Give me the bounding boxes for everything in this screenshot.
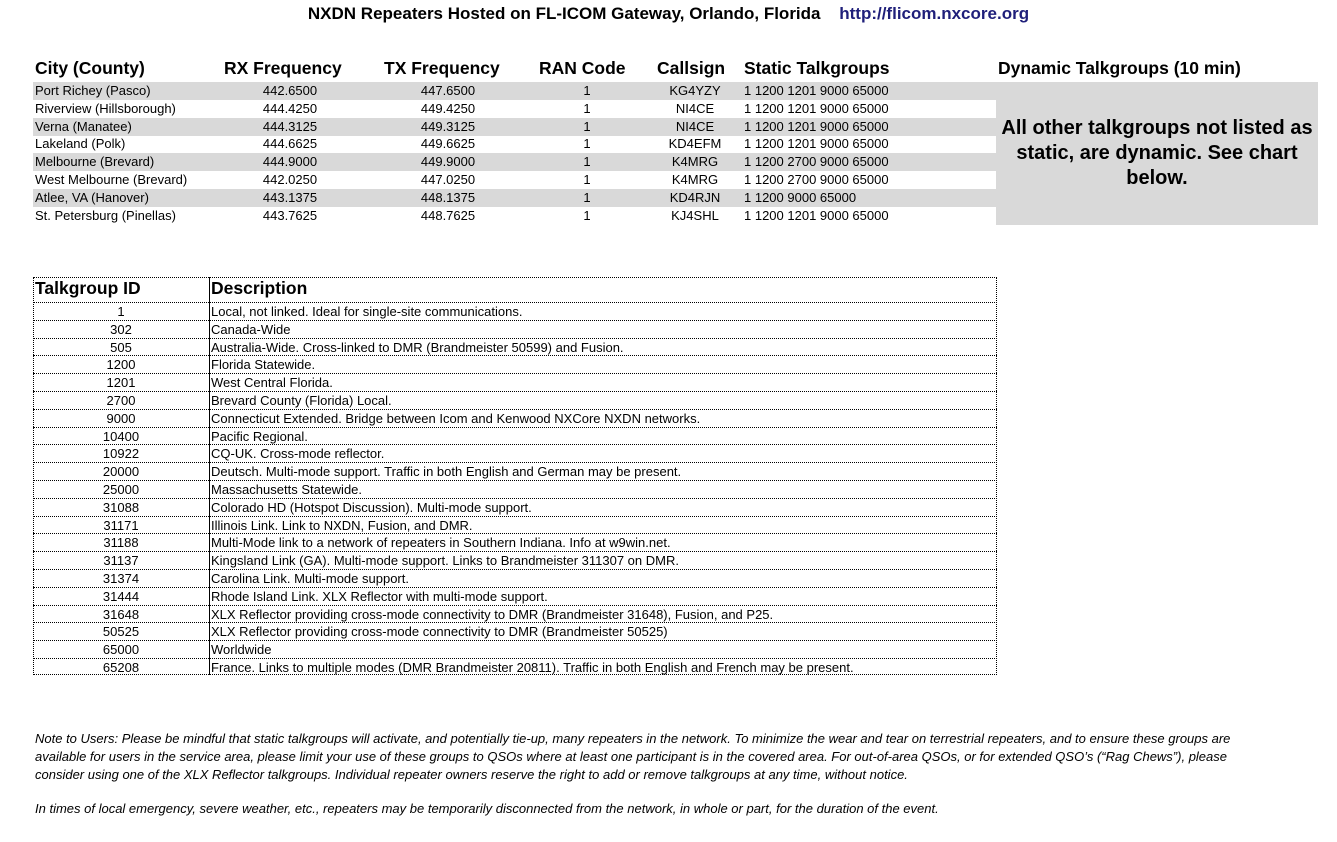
cell-tg-desc: West Central Florida. (211, 375, 333, 391)
note-emergency: In times of local emergency, severe weather, etc., repeaters may be temporarily disconnected from the network, in whole or part, for the duration of the event. (35, 801, 939, 816)
cell-tg-desc: Illinois Link. Link to NXDN, Fusion, and DMR. (211, 517, 473, 533)
cell-rx: 443.7625 (262, 207, 318, 223)
dynamic-note: All other talkgroups not listed as static, are dynamic. See chart below. (1001, 117, 1313, 189)
cell-callsign: NI4CE (675, 100, 715, 116)
cell-ran: 1 (583, 136, 591, 152)
title-link[interactable]: http://flicom.nxcore.org (839, 4, 1030, 23)
talkgroup-row (33, 551, 997, 569)
header-rx: RX Frequency (224, 58, 342, 78)
cell-tg-desc: Rhode Island Link. XLX Reflector with multi-mode support. (211, 588, 548, 604)
cell-callsign: KG4YZY (669, 83, 721, 98)
talkgroup-row (33, 355, 997, 373)
header-ran: RAN Code (539, 58, 626, 78)
cell-callsign: KD4RJN (669, 189, 721, 205)
cell-rx: 442.6500 (262, 83, 318, 98)
cell-city: Port Richey (Pasco) (35, 83, 151, 98)
talkgroup-row (33, 622, 997, 640)
cell-static: 1 1200 1201 9000 65000 (744, 83, 889, 98)
cell-tg-id: 10922 (102, 446, 140, 462)
cell-tg-desc: Florida Statewide. (211, 357, 316, 373)
talkgroup-row (33, 569, 997, 587)
cell-tg-desc: XLX Reflector providing cross-mode connectivity to DMR (Brandmeister 50525) (211, 624, 668, 640)
talkgroup-row (33, 533, 997, 551)
repeater-row (33, 135, 996, 153)
talkgroup-row (33, 302, 997, 320)
repeater-row (33, 82, 996, 100)
repeater-row (33, 189, 996, 207)
cell-tx: 448.1375 (420, 189, 476, 205)
header-tg-id: Talkgroup ID (35, 278, 141, 298)
cell-tg-desc: Massachusetts Statewide. (211, 482, 363, 497)
cell-rx: 442.0250 (262, 172, 318, 187)
cell-tg-id: 9000 (106, 410, 136, 426)
cell-ran: 1 (583, 154, 591, 170)
cell-city: Melbourne (Brevard) (35, 154, 155, 170)
cell-tx: 447.0250 (420, 172, 476, 187)
cell-static: 1 1200 1201 9000 65000 (744, 118, 889, 134)
cell-tg-id: 2700 (106, 393, 136, 408)
cell-static: 1 1200 2700 9000 65000 (744, 172, 889, 187)
cell-tg-desc: Local, not linked. Ideal for single-site communications. (211, 304, 523, 319)
header-static: Static Talkgroups (744, 58, 890, 78)
cell-tg-id: 31171 (103, 517, 139, 533)
cell-static: 1 1200 1201 9000 65000 (744, 100, 889, 116)
cell-ran: 1 (583, 172, 591, 187)
talkgroup-row (33, 480, 997, 498)
cell-callsign: KJ4SHL (671, 207, 719, 223)
cell-tg-id: 1 (117, 304, 125, 319)
cell-tg-id: 10400 (102, 428, 140, 444)
cell-tg-id: 65000 (102, 642, 140, 658)
talkgroup-row (33, 444, 997, 462)
talkgroup-row (33, 658, 997, 676)
cell-rx: 444.9000 (262, 154, 318, 170)
note-to-users: Note to Users: Please be mindful that static talkgroups will activate, and potentially tie-up, many repeaters in the network. To minimize the wear and tear on terrestrial repeaters, and to ensure these groups are available for users in the service area, please limit your use of these groups to QSOs where at least one participant is in the covered area. For out-of-area QSOs, or for extended QSO’s (“Rag Chews”), please consider using one of the XLX Reflector talkgroups. Individual repeater owners reserve the right to add or remove talkgroups at any time, without notice. (35, 731, 1231, 782)
cell-tg-id: 31648 (102, 606, 140, 622)
cell-ran: 1 (583, 189, 591, 205)
cell-rx: 444.4250 (262, 100, 318, 116)
cell-callsign: K4MRG (671, 154, 719, 170)
cell-tg-id: 20000 (102, 464, 140, 480)
header-dynamic: Dynamic Talkgroups (10 min) (998, 58, 1241, 78)
repeater-row (33, 118, 996, 136)
talkgroup-row (33, 587, 997, 605)
cell-tg-desc: Deutsch. Multi-mode support. Traffic in both English and German may be present. (211, 464, 682, 480)
cell-tg-id: 31088 (102, 499, 140, 515)
talkgroup-row (33, 605, 997, 623)
cell-tg-desc: Connecticut Extended. Bridge between Icom and Kenwood NXCore NXDN networks. (211, 410, 701, 426)
cell-tg-desc: Multi-Mode link to a network of repeaters in Southern Indiana. Info at w9win.net. (211, 535, 671, 551)
cell-ran: 1 (583, 100, 591, 116)
cell-ran: 1 (583, 207, 591, 223)
dynamic-note-box (996, 82, 1318, 225)
cell-city: St. Petersburg (Pinellas) (35, 207, 176, 223)
cell-static: 1 1200 1201 9000 65000 (744, 207, 889, 223)
cell-tg-desc: CQ-UK. Cross-mode reflector. (211, 446, 385, 462)
cell-city: Lakeland (Polk) (35, 136, 126, 152)
talkgroup-row (33, 516, 997, 534)
cell-rx: 443.1375 (262, 189, 318, 205)
talkgroup-row (33, 320, 997, 338)
header-callsign: Callsign (657, 58, 726, 78)
cell-callsign: K4MRG (671, 172, 719, 187)
talkgroup-row (33, 498, 997, 516)
cell-tg-desc: Pacific Regional. (211, 428, 308, 444)
cell-tg-id: 25000 (102, 482, 140, 497)
cell-tg-id: 505 (110, 339, 132, 355)
cell-callsign: NI4CE (675, 118, 715, 134)
repeater-row (33, 171, 996, 189)
talkgroup-row (33, 640, 997, 658)
cell-tg-desc: Kingsland Link (GA). Multi-mode support. Links to Brandmeister 311307 on DMR. (211, 553, 679, 569)
talkgroup-row (33, 462, 997, 480)
cell-city: West Melbourne (Brevard) (35, 172, 188, 187)
talkgroup-row (33, 409, 997, 427)
cell-tg-desc: XLX Reflector providing cross-mode connectivity to DMR (Brandmeister 31648), Fusion, and P25. (211, 606, 774, 622)
title-text: NXDN Repeaters Hosted on FL-ICOM Gateway, Orlando, Florida (307, 4, 821, 23)
cell-tg-id: 302 (110, 321, 132, 337)
cell-tg-id: 65208 (102, 660, 140, 675)
cell-callsign: KD4EFM (668, 136, 722, 152)
cell-tg-id: 1201 (106, 375, 136, 391)
cell-city: Verna (Manatee) (35, 118, 132, 134)
cell-tx: 449.6625 (420, 136, 476, 152)
talkgroup-row (33, 373, 997, 391)
cell-city: Riverview (Hillsborough) (35, 100, 176, 116)
cell-ran: 1 (583, 118, 591, 134)
cell-tg-desc: Canada-Wide (211, 321, 291, 337)
cell-tx: 449.4250 (420, 100, 476, 116)
header-city: City (County) (35, 58, 145, 78)
cell-tg-desc: Carolina Link. Multi-mode support. (211, 571, 409, 586)
cell-tg-id: 31188 (103, 535, 139, 551)
talkgroup-row (33, 338, 997, 356)
cell-tg-desc: Worldwide (211, 642, 272, 658)
repeater-row (33, 100, 996, 118)
cell-city: Atlee, VA (Hanover) (35, 189, 149, 205)
cell-static: 1 1200 1201 9000 65000 (744, 136, 889, 152)
page-title (0, 4, 1337, 24)
cell-tx: 449.3125 (420, 118, 476, 134)
header-tx: TX Frequency (384, 58, 500, 78)
cell-tx: 448.7625 (420, 207, 476, 223)
repeater-row (33, 153, 996, 171)
cell-tg-id: 31137 (103, 553, 139, 569)
talkgroup-row (33, 427, 997, 445)
cell-rx: 444.6625 (262, 136, 318, 152)
cell-tx: 447.6500 (420, 83, 476, 98)
cell-ran: 1 (583, 83, 591, 98)
cell-static: 1 1200 9000 65000 (744, 189, 857, 205)
cell-tg-id: 31374 (102, 571, 140, 586)
cell-tg-desc: France. Links to multiple modes (DMR Brandmeister 20811). Traffic in both English and French may be present. (211, 660, 854, 675)
cell-static: 1 1200 2700 9000 65000 (744, 154, 889, 170)
cell-tg-id: 50525 (102, 624, 140, 640)
repeater-row (33, 207, 996, 225)
cell-tx: 449.9000 (420, 154, 476, 170)
talkgroup-row (33, 391, 997, 409)
header-tg-desc: Description (211, 278, 308, 298)
cell-rx: 444.3125 (262, 118, 318, 134)
cell-tg-id: 1200 (106, 357, 136, 373)
cell-tg-desc: Colorado HD (Hotspot Discussion). Multi-mode support. (211, 499, 532, 515)
cell-tg-id: 31444 (102, 588, 140, 604)
cell-tg-desc: Brevard County (Florida) Local. (211, 393, 392, 408)
cell-tg-desc: Australia-Wide. Cross-linked to DMR (Brandmeister 50599) and Fusion. (211, 339, 624, 355)
